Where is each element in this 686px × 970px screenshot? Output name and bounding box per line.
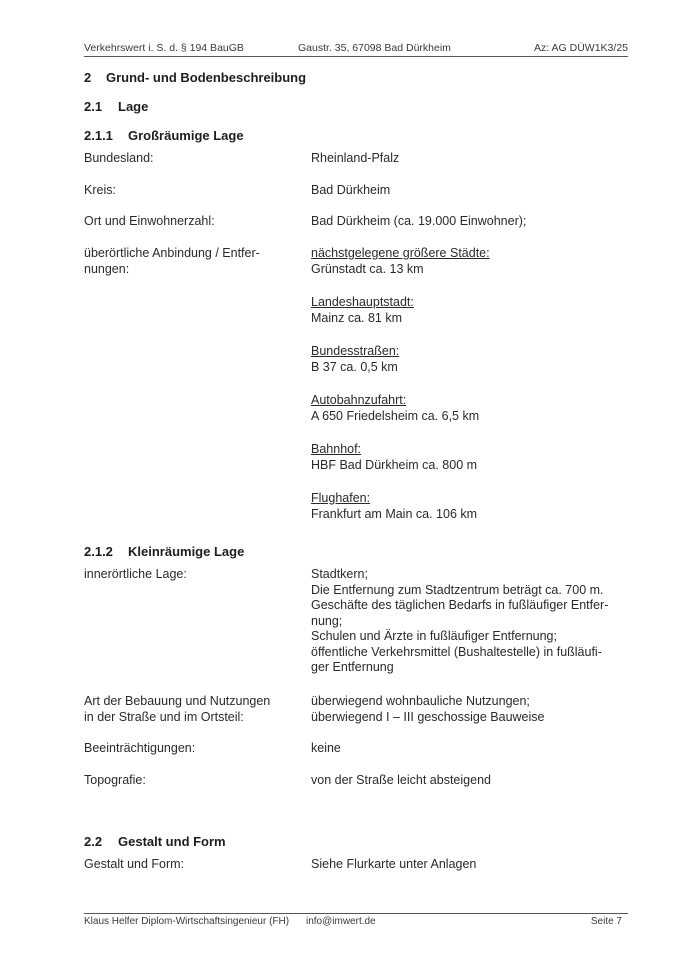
- footer-page-number: Seite 7: [590, 916, 622, 927]
- field-label: Beeinträchtigungen:: [84, 741, 196, 755]
- group-text: Grünstadt ca. 13 km: [311, 261, 424, 276]
- list-item: [311, 295, 641, 326]
- list-item: [311, 393, 641, 424]
- value-line: nung;: [311, 613, 343, 628]
- group-text: B 37 ca. 0,5 km: [311, 359, 398, 374]
- section-title: Grund- und Bodenbeschreibung: [106, 70, 307, 85]
- section-number: 2.1.1: [84, 128, 113, 143]
- group-text: Mainz ca. 81 km: [311, 310, 403, 325]
- list-item: [311, 246, 641, 277]
- header-document-type: Verkehrswert i. S. d. § 194 BauGB: [84, 42, 244, 54]
- label-line: Art der Bebauung und Nutzungen: [84, 694, 271, 708]
- section-number: 2.1: [84, 99, 103, 114]
- group-heading: Autobahnzufahrt:: [311, 393, 407, 407]
- value-line: Schulen und Ärzte in fußläufiger Entfernung;: [311, 629, 557, 643]
- header-file-reference: Az: AG DÜW1K3/25: [534, 42, 628, 54]
- group-text: A 650 Friedelsheim ca. 6,5 km: [311, 408, 480, 423]
- field-label: [84, 694, 299, 725]
- list-item: [311, 344, 641, 375]
- section-title: Großräumige Lage: [128, 128, 244, 143]
- value-line: überwiegend I – III geschossige Bauweise: [311, 709, 545, 724]
- field-value: von der Straße leicht absteigend: [311, 773, 491, 787]
- list-item: [311, 491, 641, 522]
- value-line: Geschäfte des täglichen Bedarfs in fußläufiger Entfer-: [311, 598, 609, 612]
- field-value: Siehe Flurkarte unter Anlagen: [311, 857, 477, 871]
- value-line: ger Entfernung: [311, 660, 394, 674]
- field-value: Rheinland-Pfalz: [311, 151, 400, 165]
- page-header: [84, 42, 628, 57]
- field-label: Bundesland:: [84, 151, 154, 165]
- value-line: überwiegend wohnbauliche Nutzungen;: [311, 694, 530, 708]
- group-heading: Landeshauptstadt:: [311, 295, 414, 309]
- section-number: 2: [84, 70, 92, 85]
- section-2-1-1-heading: [84, 128, 244, 143]
- header-address: Gaustr. 35, 67098 Bad Dürkheim: [298, 42, 451, 54]
- section-2-2-heading: [84, 834, 226, 849]
- field-label: Gestalt und Form:: [84, 857, 185, 871]
- value-line: Die Entfernung zum Stadtzentrum beträgt ca. 700 m.: [311, 582, 604, 597]
- field-value: Bad Dürkheim (ca. 19.000 Einwohner);: [311, 214, 527, 228]
- value-line: öffentliche Verkehrsmittel (Bushaltestelle) in fußläufi-: [311, 644, 602, 659]
- group-heading: Bahnhof:: [311, 442, 362, 456]
- group-heading: Flughafen:: [311, 491, 371, 505]
- section-number: 2.1.2: [84, 544, 113, 559]
- section-2-1-2-heading: [84, 544, 244, 559]
- label-line: in der Straße und im Ortsteil:: [84, 709, 244, 724]
- field-value-list: [311, 246, 641, 540]
- footer-email: info@imwert.de: [306, 916, 376, 927]
- field-value: Bad Dürkheim: [311, 183, 391, 197]
- group-heading: nächstgelegene größere Städte:: [311, 246, 490, 260]
- list-item: [311, 442, 641, 473]
- group-heading: Bundesstraßen:: [311, 344, 400, 358]
- group-text: HBF Bad Dürkheim ca. 800 m: [311, 457, 478, 472]
- value-head: Stadtkern;: [311, 567, 368, 581]
- field-label: Topografie:: [84, 773, 146, 787]
- section-title: Lage: [118, 99, 149, 114]
- field-value: [311, 567, 641, 676]
- section-number: 2.2: [84, 834, 103, 849]
- field-label: Kreis:: [84, 183, 116, 197]
- section-title: Kleinräumige Lage: [128, 544, 245, 559]
- field-label: überörtliche Anbindung / Entfer- nungen:: [84, 246, 260, 276]
- section-title: Gestalt und Form: [118, 834, 226, 849]
- field-label: innerörtliche Lage:: [84, 567, 187, 581]
- section-2-heading: [84, 70, 306, 85]
- field-value: keine: [311, 741, 341, 755]
- footer-author: Klaus Helfer Diplom-Wirtschaftsingenieur (FH): [84, 916, 290, 927]
- field-label: Ort und Einwohnerzahl:: [84, 214, 215, 228]
- group-text: Frankfurt am Main ca. 106 km: [311, 506, 478, 521]
- page-footer: [84, 913, 628, 930]
- section-2-1-heading: [84, 99, 148, 114]
- field-value: [311, 694, 641, 725]
